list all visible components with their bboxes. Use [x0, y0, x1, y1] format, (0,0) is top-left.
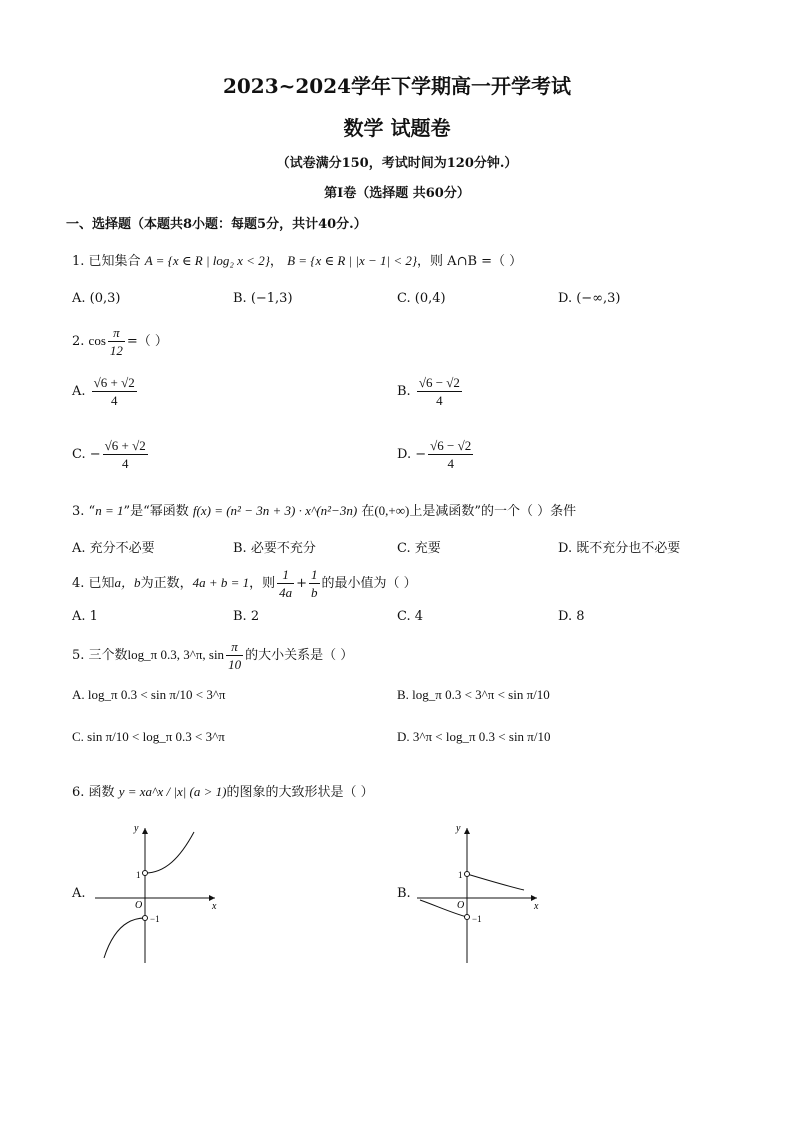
q2-fraction	[108, 324, 125, 359]
q5-fraction	[226, 638, 243, 673]
question-2	[72, 324, 168, 359]
q2-b-label: B.	[397, 384, 411, 399]
q4-option-d: D. 8	[558, 609, 585, 624]
q2-d-num: √6 − √2	[430, 438, 472, 453]
exam-subtitle: 数学 试题卷	[343, 116, 451, 140]
q2-c-sign: −	[89, 447, 101, 462]
q1-tail: ，则 A∩B =（ ）	[417, 254, 523, 269]
q6-text-b: 的图象的大致形状是（ ）	[226, 785, 374, 800]
q1-prefix: 1. 已知集合	[72, 254, 141, 269]
q2-frac-den: 12	[109, 343, 123, 358]
open-point	[143, 871, 148, 876]
section-heading: 一、选择题（本题共8小题：每题5分，共计40分.）	[66, 217, 367, 232]
q2-option-c	[72, 437, 150, 472]
q2-b-den: 4	[436, 393, 443, 408]
q2-option-b	[397, 374, 464, 409]
q1-sep: ，	[269, 254, 283, 269]
q3-interval: (0,+∞)	[374, 503, 410, 518]
q5-frac-num: π	[226, 638, 243, 656]
q2-d-sign: −	[415, 447, 427, 462]
q5-expr: log_π 0.3, 3^π, sin	[127, 647, 225, 662]
q2-b-num: √6 − √2	[418, 375, 460, 390]
q4-f1-den: 4a	[279, 585, 293, 600]
open-point	[465, 872, 470, 877]
q4-eq: 4a + b = 1	[192, 575, 250, 590]
exam-note: （试卷满分150，考试时间为120分钟.）	[276, 156, 518, 171]
q5-frac-den: 10	[228, 657, 242, 672]
open-point	[143, 916, 148, 921]
q4-f2-den: b	[311, 585, 318, 600]
q4-text-b: 为正数，	[140, 576, 193, 591]
curve-left	[104, 918, 145, 958]
q3-option-b: B. 必要不充分	[233, 541, 316, 556]
q2-option-d	[397, 437, 475, 472]
q2-c-num: √6 + √2	[104, 438, 146, 453]
x-axis-label: x	[534, 901, 539, 912]
q3-option-c: C. 充要	[397, 541, 441, 556]
q2-option-a	[72, 374, 139, 409]
q2-frac-num: π	[108, 324, 125, 342]
q6-text-a: 6. 函数	[72, 785, 115, 800]
q2-prefix: 2.	[72, 334, 89, 349]
q6-option-a-label: A.	[72, 886, 86, 901]
y-arrow-icon	[464, 828, 470, 834]
one-label: 1	[136, 870, 141, 880]
q3-text-d: 上是减函数”的一个（ ）条件	[409, 504, 577, 519]
exam-title: 2023~2024学年下学期高一开学考试	[222, 74, 572, 98]
question-4	[72, 566, 417, 601]
y-axis-label: y	[134, 823, 139, 834]
curve-right	[145, 832, 194, 873]
q3-text-c: 在	[361, 504, 375, 519]
q4-plus: +	[296, 576, 308, 591]
q2-a-num: √6 + √2	[93, 375, 135, 390]
q3-func: f(x) = (n² − 3n + 3) · x^(n²−3n)	[192, 503, 358, 518]
q2-expr: cos	[88, 333, 106, 348]
y-axis-label: y	[456, 823, 461, 834]
q4-option-b: B. 2	[233, 609, 260, 624]
q1-set-a: A = {x ∈ R | log₂ x < 2}	[144, 253, 270, 268]
q3-text-a: 3. “	[72, 504, 96, 519]
q4-f2-num: 1	[311, 567, 318, 582]
origin-label: O	[457, 900, 465, 911]
q1-set-b: B = {x ∈ R | |x − 1| < 2}	[287, 253, 418, 268]
volume-heading: 第Ⅰ卷（选择题 共60分）	[324, 186, 470, 201]
neg-one-label: −1	[150, 914, 160, 924]
q2-d-label: D.	[397, 447, 412, 462]
q3-cond: n = 1	[95, 503, 124, 518]
q3-text-b: ”是“幂函数	[123, 504, 189, 519]
q2-c-label: C.	[72, 447, 86, 462]
q5-option-a: A. log_π 0.3 < sin π/10 < 3^π	[72, 687, 226, 702]
origin-label: O	[135, 900, 143, 911]
q5-text-b: 的大小关系是（ ）	[245, 648, 354, 663]
question-1	[72, 250, 522, 269]
q5-option-d: D. 3^π < log_π 0.3 < sin π/10	[397, 729, 551, 744]
q2-tail: =（ ）	[126, 334, 168, 349]
question-6	[72, 781, 374, 800]
q5-option-c: C. sin π/10 < log_π 0.3 < 3^π	[72, 729, 225, 744]
q2-d-den: 4	[447, 456, 454, 471]
q4-option-c: C. 4	[397, 609, 424, 624]
q4-f1-num: 1	[277, 566, 294, 584]
curve-right	[467, 874, 524, 890]
q2-a-den: 4	[110, 393, 118, 408]
x-axis-label: x	[212, 901, 217, 912]
q4-option-a: A. 1	[72, 609, 98, 624]
q1-option-b: B. (−1,3)	[233, 291, 293, 306]
q4-fraction-1	[277, 566, 294, 601]
q4-text-d: 的最小值为（ ）	[321, 576, 417, 591]
q2-a-label: A.	[72, 384, 86, 399]
q6-option-b-label: B.	[397, 886, 411, 901]
q4-text-a: 4. 已知	[72, 576, 115, 591]
y-arrow-icon	[142, 828, 148, 834]
q5-text-a: 5. 三个数	[72, 648, 128, 663]
q3-option-a: A. 充分不必要	[72, 541, 155, 556]
q3-option-d: D. 既不充分也不必要	[558, 541, 681, 556]
q2-c-den: 4	[121, 456, 129, 471]
q1-option-c: C. (0,4)	[397, 291, 446, 306]
q1-option-a: A. (0,3)	[72, 291, 121, 306]
q6-func: y = xa^x / |x| (a > 1)	[118, 784, 227, 799]
one-label: 1	[458, 870, 463, 880]
open-point	[465, 915, 470, 920]
q4-vars: a，b	[114, 575, 141, 590]
question-3	[72, 500, 576, 519]
neg-one-label: −1	[472, 914, 482, 924]
q5-option-b: B. log_π 0.3 < 3^π < sin π/10	[397, 687, 550, 702]
question-5	[72, 638, 353, 673]
q1-option-d: D. (−∞,3)	[558, 291, 621, 306]
q6-graph-a	[90, 818, 230, 966]
q4-text-c: ，则	[249, 576, 276, 591]
q6-graph-b	[412, 818, 552, 966]
q4-fraction-2	[309, 566, 320, 601]
